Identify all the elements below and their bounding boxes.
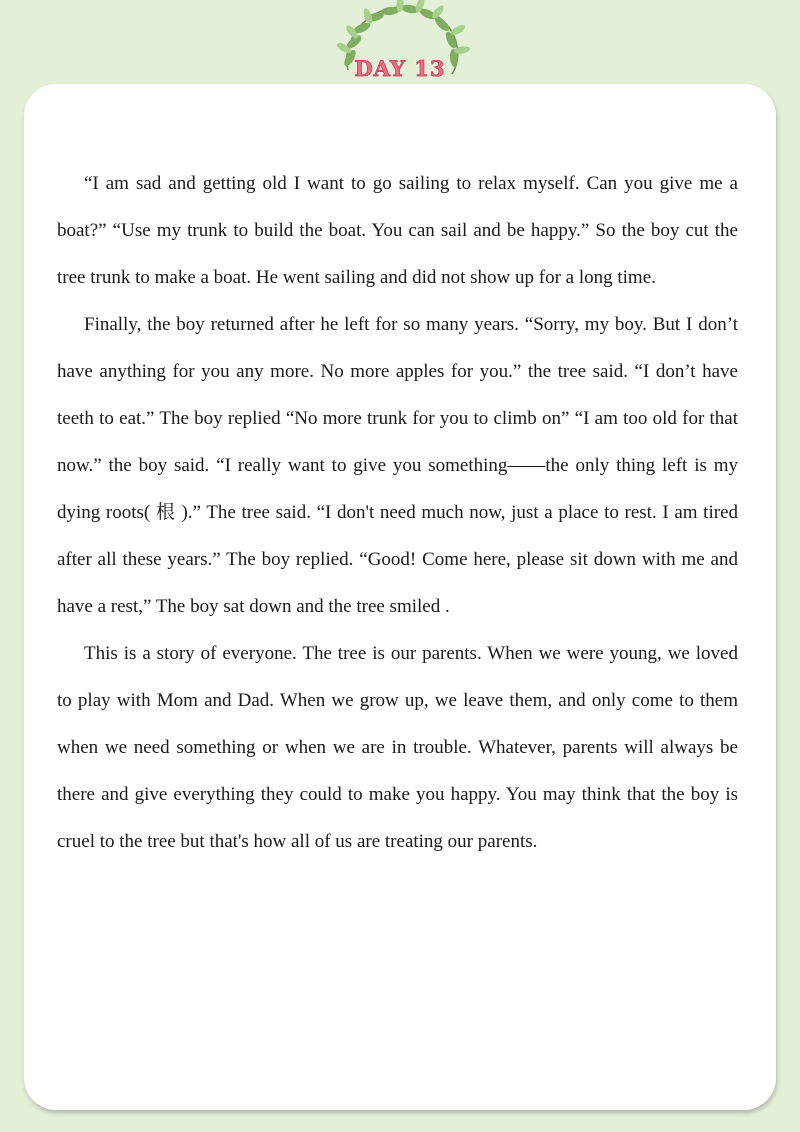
paragraph-2: Finally, the boy returned after he left for so many years. “Sorry, my boy. But I don’t have anything for you any more. No more apples for you.” the tree said. “I don’t have teeth to eat.” The boy replied “No more trunk for you to climb on” “I am too old for that now.” the boy said. “I really want to give you something——the only thing left is my dying roots( 根 ).” The tree said. “I don't need much now, just a place to rest. I am tired after all these years.” The boy replied. “Good! Come here, please sit down with me and have a rest,” The boy sat down and the tree smiled . xyxy=(57,314,738,617)
article-body xyxy=(57,160,738,865)
day-badge xyxy=(330,0,470,86)
day-label: DAY 13 xyxy=(354,56,446,81)
paragraph-3: This is a story of everyone. The tree is our parents. When we were young, we loved to play with Mom and Dad. When we grow up, we leave them, and only come to them when we need something or when we are in trouble. Whatever, parents will always be there and give everything they could to make you happy. You may think that the boy is cruel to the tree but that's how all of us are treating our parents. xyxy=(57,643,738,852)
paragraph-1: “I am sad and getting old I want to go sailing to relax myself. Can you give me a boat?” “Use my trunk to build the boat. You can sail and be happy.” So the boy cut the tree trunk to make a boat. He went sailing and did not show up for a long time. xyxy=(57,173,738,288)
